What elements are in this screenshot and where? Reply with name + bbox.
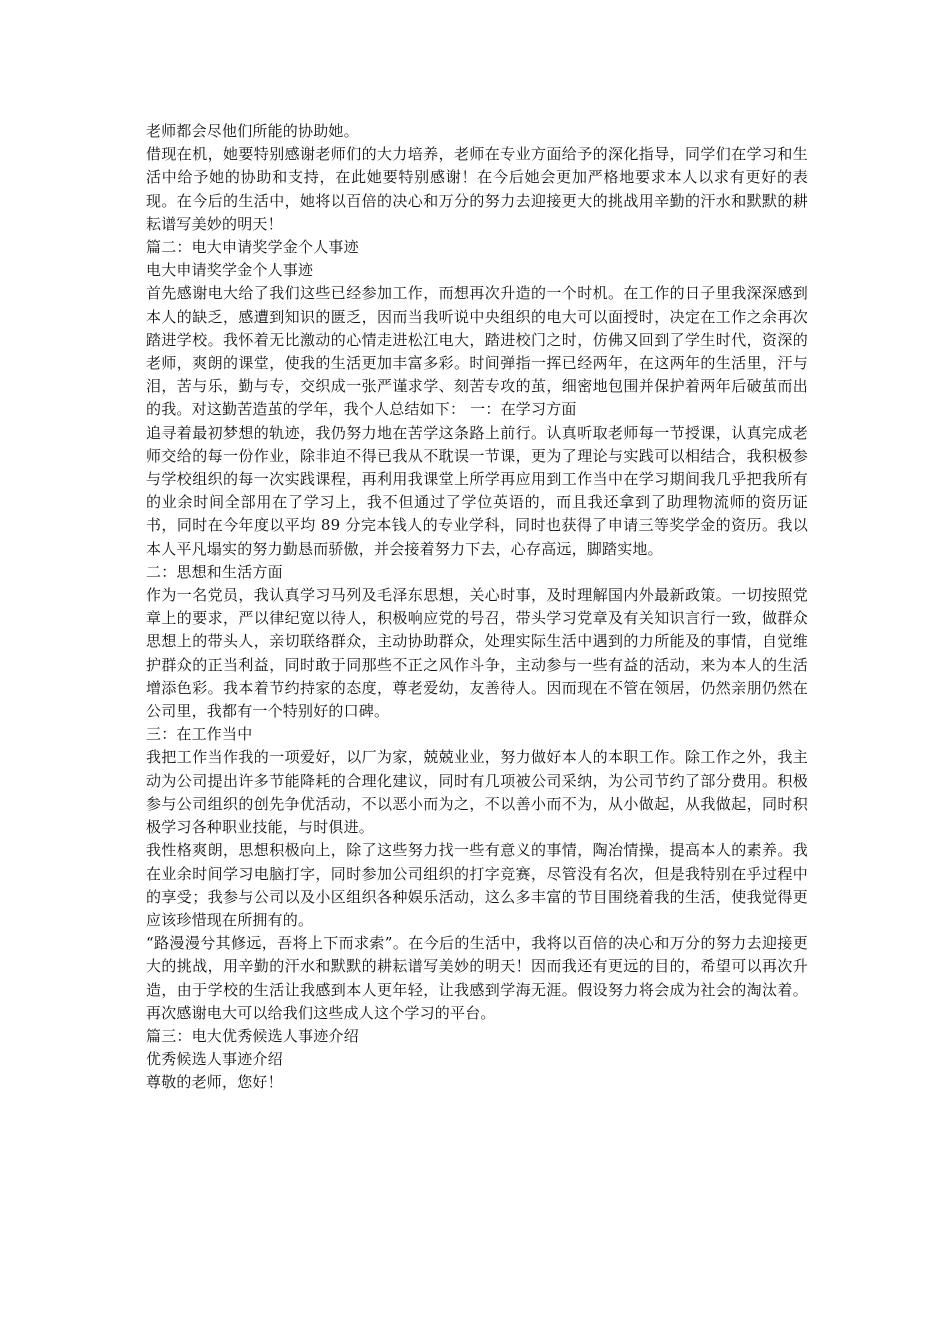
subtitle-3: 优秀候选人事迹介绍 xyxy=(146,1050,283,1069)
paragraph-conclusion: “路漫漫兮其修远，吾将上下而求索”。在今后的生活中，我将以百倍的决心和万分的努力去迎接更大的挑战，用辛勤的汗水和默默的耕耘谱写美妙的明天！因而我还有更远的目的，希望可以再次升造，由于学校的生活让我感到本人更年轻，让我感到学海无涯。假设努力将会成为社会的淘汰着。再次感谢电大可以给我们这些成人这个学习的平台。 xyxy=(146,934,808,1022)
paragraph-1: 老师都会尽他们所能的协助她。 xyxy=(146,122,359,140)
greeting: 尊敬的老师，您好！ xyxy=(146,1073,283,1092)
section-heading-2: 篇二：电大申请奖学金个人事迹 xyxy=(146,238,359,257)
paragraph-thought: 作为一名党员，我认真学习马列及毛泽东思想，关心时事，及时理解国内外最新政策。一切按照党章上的要求，严以律纪宽以待人，积极响应党的号召，带头学习党章及有关知识言行一致，做群众思想上的带头人，亲切联络群众，主动协助群众，处理实际生活中遇到的力所能及的事情，自觉维护群众的正当利益，同时敢于同那些不正之风作斗争，主动参与一些有益的活动，来为本人的生活增添色彩。我本着节约持家的态度，尊老爱幼，友善待人。因而现在不管在领居，仍然亲朋仍然在公司里，我都有一个特别好的口碑。 xyxy=(146,586,808,721)
paragraph-study: 追寻着最初梦想的轨迹，我仍努力地在苦学这条路上前行。认真听取老师每一节授课，认真完成老师交给的每一份作业，除非迫不得已我从不耽误一节课，更为了理论与实践可以相结合，我积极参与学校组织的每一次实践课程，再利用我课堂上所学再应用到工作当中在学习期间我几乎把我所有的业余时间全部用在了学习上，我不但通过了学位英语的，而且我还拿到了助理物流师的资历证书，同时在今年度以平均 89 分完本钱人的专业学科，同时也获得了申请三等奖学金的资历。我以本人平凡塌实的努力勤恳而骄傲，并会接着努力下去，心存高远，脚踏实地。 xyxy=(146,423,808,558)
paragraph-personality: 我性格爽朗，思想积极向上，除了这些努力找一些有意义的事情，陶冶情操，提高本人的素养。我在业余时间学习电脑打字，同时参加公司组织的打字竞赛，尽管没有名次，但是我特别在乎过程中的享受；我参与公司以及小区组织各种娱乐活动，这么多丰富的节目围绕着我的生活，使我觉得更应该珍惜现在所拥有的。 xyxy=(146,841,808,929)
subtitle-2: 电大申请奖学金个人事迹 xyxy=(146,261,314,280)
section-heading-3: 篇三：电大优秀候选人事迹介绍 xyxy=(146,1026,359,1045)
subheading-work: 三：在工作当中 xyxy=(146,725,253,744)
paragraph-work: 我把工作当作我的一项爱好，以厂为家，兢兢业业，努力做好本人的本职工作。除工作之外，我主动为公司提出许多节能降耗的合理化建议，同时有几项被公司采纳，为公司节约了部分费用。积极参与公司组织的创先争优活动，不以恶小而为之，不以善小而不为，从小做起，从我做起，同时积极学习各种职业技能，与时俱进。 xyxy=(146,748,808,837)
paragraph-intro: 首先感谢电大给了我们这些已经参加工作，而想再次升造的一个时机。在工作的日子里我深深感到本人的缺乏，感遭到知识的匮乏，因而当我听说中央组织的电大可以面授时，决定在工作之余再次踏进学校。我怀着无比激动的心情走进松江电大，踏进校门之时，仿佛又回到了学生时代，资深的老师，爽朗的课堂，使我的生活更加丰富多彩。时间弹指一挥已经两年，在这两年的生活里，汗与泪，苦与乐，勤与专，交织成一张严谨求学、刻苦专攻的茧，细密地包围并保护着两年后破茧而出的我。对这勤苦造茧的学年，我个人总结如下： 一：在学习方面 xyxy=(146,284,808,419)
paragraph-2: 借现在机，她要特别感谢老师们的大力培养，老师在专业方面给予的深化指导，同学们在学习和生活中给予她的协助和支持，在此她要特别感谢！在今后她会更加严格地要求本人以求有更好的表现。在今后的生活中，她将以百倍的决心和万分的努力去迎接更大的挑战用辛勤的汗水和默默的耕耘谱写美妙的明天！ xyxy=(146,145,808,233)
document-body xyxy=(146,120,808,1095)
subheading-thought: 二：思想和生活方面 xyxy=(146,562,283,581)
